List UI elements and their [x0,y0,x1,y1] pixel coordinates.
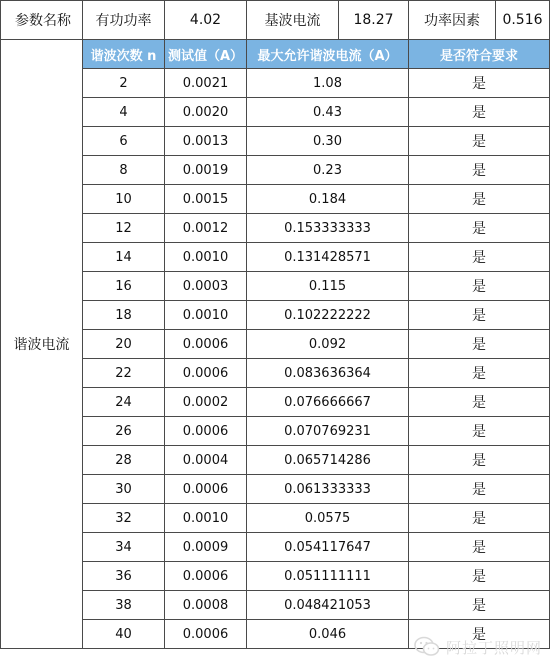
table-row [1,504,550,533]
compliance-cell: 是 [409,185,550,214]
power-factor-label: 功率因素 [409,1,496,39]
max-allowed-cell: 0.048421053 [247,591,409,620]
table-row [1,69,550,98]
fundamental-current-label: 基波电流 [247,1,339,39]
power-factor-value: 0.516 [502,12,543,28]
harmonic-order-cell: 34 [83,533,165,562]
harmonic-order-cell: 30 [83,475,165,504]
col-header-compliance: 是否符合要求 [409,40,550,69]
watermark-text: 阿拉丁照明网 [445,638,542,657]
measured-value-cell: 0.0015 [165,185,247,214]
compliance-cell: 是 [409,504,550,533]
max-allowed-cell: 0.153333333 [247,214,409,243]
measured-value-cell: 0.0019 [165,156,247,185]
max-allowed-cell: 0.070769231 [247,417,409,446]
compliance-cell: 是 [409,69,550,98]
harmonic-order-cell: 2 [83,69,165,98]
compliance-cell: 是 [409,475,550,504]
max-allowed-cell: 0.083636364 [247,359,409,388]
table-row [1,388,550,417]
measured-value-cell: 0.0003 [165,272,247,301]
measured-value-cell: 0.0006 [165,359,247,388]
harmonic-order-cell: 40 [83,620,165,649]
max-allowed-cell: 0.051111111 [247,562,409,591]
table-row [1,475,550,504]
col-header-order: 谐波次数 n [83,40,165,69]
compliance-cell: 是 [409,417,550,446]
measured-value-cell: 0.0010 [165,243,247,272]
measured-value-cell: 0.0006 [165,620,247,649]
compliance-cell: 是 [409,446,550,475]
harmonic-order-cell: 6 [83,127,165,156]
compliance-cell: 是 [409,388,550,417]
harmonic-order-cell: 24 [83,388,165,417]
compliance-cell: 是 [409,562,550,591]
compliance-cell: 是 [409,214,550,243]
measured-value-cell: 0.0012 [165,214,247,243]
compliance-cell: 是 [409,98,550,127]
harmonic-order-cell: 26 [83,417,165,446]
max-allowed-cell: 0.061333333 [247,475,409,504]
table-row [1,301,550,330]
measured-value-cell: 0.0006 [165,330,247,359]
harmonic-order-cell: 8 [83,156,165,185]
harmonic-order-cell: 32 [83,504,165,533]
column-header-row [1,40,550,69]
watermark [414,636,542,658]
active-power-value: 4.02 [165,1,247,40]
table-row [1,533,550,562]
harmonic-order-cell: 12 [83,214,165,243]
table-row [1,127,550,156]
harmonic-order-cell: 16 [83,272,165,301]
max-allowed-cell: 0.184 [247,185,409,214]
measured-value-cell: 0.0021 [165,69,247,98]
param-name-label: 参数名称 [1,1,83,40]
harmonic-order-cell: 14 [83,243,165,272]
measured-value-cell: 0.0020 [165,98,247,127]
compliance-cell: 是 [409,591,550,620]
harmonic-order-cell: 28 [83,446,165,475]
table-row [1,98,550,127]
harmonic-order-cell: 10 [83,185,165,214]
compliance-cell: 是 [409,330,550,359]
table-row [1,156,550,185]
compliance-cell: 是 [409,156,550,185]
compliance-cell: 是 [409,272,550,301]
measured-value-cell: 0.0008 [165,591,247,620]
compliance-cell: 是 [409,301,550,330]
table-row [1,417,550,446]
max-allowed-cell: 0.076666667 [247,388,409,417]
active-power-label: 有功功率 [83,1,165,40]
harmonic-order-cell: 36 [83,562,165,591]
max-allowed-cell: 0.046 [247,620,409,649]
max-allowed-cell: 0.054117647 [247,533,409,562]
table-row [1,446,550,475]
measured-value-cell: 0.0010 [165,301,247,330]
harmonic-order-cell: 38 [83,591,165,620]
compliance-cell: 是 [409,243,550,272]
table-row [1,243,550,272]
compliance-cell: 是 [409,533,550,562]
max-allowed-cell: 0.065714286 [247,446,409,475]
col-header-measured: 测试值（A） [165,40,247,69]
measured-value-cell: 0.0004 [165,446,247,475]
compliance-cell: 是 [409,359,550,388]
fundamental-current-group [247,1,409,40]
table-row [1,591,550,620]
table-row [1,214,550,243]
measured-value-cell: 0.0006 [165,475,247,504]
measured-value-cell: 0.0010 [165,504,247,533]
table-row [1,185,550,214]
max-allowed-cell: 0.115 [247,272,409,301]
parameter-row [1,1,550,40]
col-header-max-allowed: 最大允许谐波电流（A） [247,40,409,69]
harmonic-order-cell: 18 [83,301,165,330]
wechat-icon [414,636,440,658]
table-row [1,359,550,388]
max-allowed-cell: 0.0575 [247,504,409,533]
measured-value-cell: 0.0013 [165,127,247,156]
measured-value-cell: 0.0006 [165,562,247,591]
compliance-cell: 是 [409,620,550,649]
max-allowed-cell: 0.092 [247,330,409,359]
power-factor-group [409,1,550,40]
measured-value-cell: 0.0009 [165,533,247,562]
max-allowed-cell: 0.30 [247,127,409,156]
max-allowed-cell: 0.43 [247,98,409,127]
table-row [1,562,550,591]
measured-value-cell: 0.0002 [165,388,247,417]
max-allowed-cell: 0.131428571 [247,243,409,272]
harmonic-order-cell: 22 [83,359,165,388]
table-row [1,330,550,359]
max-allowed-cell: 0.23 [247,156,409,185]
max-allowed-cell: 1.08 [247,69,409,98]
harmonic-order-cell: 20 [83,330,165,359]
max-allowed-cell: 0.102222222 [247,301,409,330]
harmonic-order-cell: 4 [83,98,165,127]
measured-value-cell: 0.0006 [165,417,247,446]
fundamental-current-value: 18.27 [353,12,394,28]
table-row [1,272,550,301]
compliance-cell: 是 [409,127,550,156]
harmonic-current-label: 谐波电流 [1,40,83,649]
